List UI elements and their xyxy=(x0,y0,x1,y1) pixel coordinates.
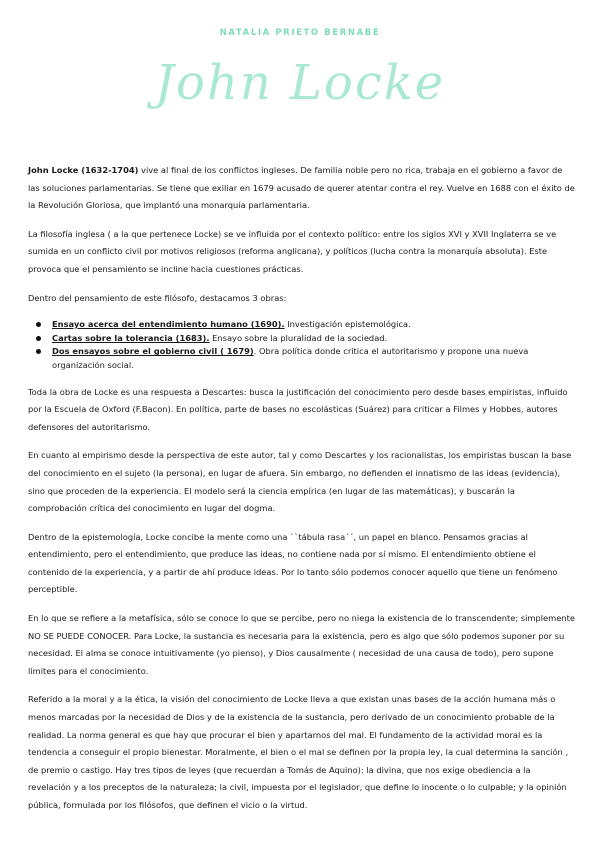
work-title: Ensayo acerca del entendimiento humano (1690). xyxy=(52,319,285,330)
page-title: John Locke xyxy=(154,55,446,111)
intro-text: vive al final de los conflictos ingleses. De familia noble pero no rica, trabaja en el gobierno a favor de las soluciones parlamentarias. Se tiene que exiliar en 1679 acusado de querer atentar contra el rey. Vuelve en 1688 con el éxito de la Revolución Gloriosa, que implantó una monarquía parlamentaria. xyxy=(28,165,575,211)
work-title: Dos ensayos sobre el gobierno civil ( 1679) xyxy=(52,346,254,357)
intro-name: John Locke (1632-1704) xyxy=(28,165,139,175)
work-title: Cartas sobre la tolerancia (1683). xyxy=(52,332,210,343)
work-desc: . Obra política donde critica el autoritarismo y propone una nueva organización social. xyxy=(52,346,529,370)
intro-paragraph xyxy=(28,162,576,215)
list-item xyxy=(28,332,576,346)
list-item xyxy=(28,345,576,372)
epistemology-paragraph: Dentro de la epistemología, Locke concibe la mente como una ``tábula rasa´´, un papel en blanco. Pensamos gracias al entendimiento, pero el entendimiento, que produce las ideas, no contiene nada por sí mismo. El entendimiento obtiene el contenido de la experiencia, y a partir de ahí produce ideas. Por lo tanto sólo podemos conocer aquello que tiene un fenómeno perceptible. xyxy=(28,531,558,595)
works-list xyxy=(28,318,576,372)
work-desc: Investigación epistemológica. xyxy=(284,319,411,330)
descartes-paragraph: Toda la obra de Locke es una respuesta a Descartes: busca la justificación del conocimiento pero desde bases empiristas, influido por la Escuela de Oxford (F.Bacon). En política, parte de bases no escolásticas (Suárez) para criticar a Filmes y Hobbes, autores defensores del autoritarismo. xyxy=(28,386,568,432)
author-name: NATALIA PRIETO BERNABÉ xyxy=(219,28,381,38)
list-item xyxy=(28,318,576,332)
document-body xyxy=(28,162,576,826)
work-desc: Ensayo sobre la pluralidad de la sociedad. xyxy=(209,332,388,343)
metaphysics-paragraph: En lo que se refiere a la metafísica, sólo se conoce lo que se percibe, pero no niega la existencia de lo transcendente; simplemente NO SE PUEDE CONOCER. Para Locke, la sustancia es necesaria para la existencia, pero es algo que sólo podemos suponer por su necesidad. El alma se conoce intuitivamente (yo pienso), y Dios causalmente ( necesidad de una causa de todo), pero supone límites para el conocimiento. xyxy=(28,613,575,676)
empiricism-paragraph: En cuanto al empirismo desde la perspectiva de este autor, tal y como Descartes y los racionalistas, los empiristas buscan la base del conocimiento en el sujeto (la persona), en lugar de afuera. Sin embargo, no defienden el innatismo de las ideas (evidencia), sino que proceden de la experiencia. El modelo será la ciencia empírica (en lugar de las matemáticas), y buscarán la comprobación crítica del conocimiento en lugar del dogma. xyxy=(28,450,572,514)
philosophy-paragraph: La filosofía inglesa ( a la que pertenece Locke) se ve influida por el contexto político: entre los siglos XVI y XVII Inglaterra se ve sumida en un conflicto civil por motivos religiosos (reforma anglicana), y políticos (lucha contra la monarquía absoluta). Este provoca que el pensamiento se incline hacia cuestiones prácticas. xyxy=(28,228,557,274)
works-intro-paragraph: Dentro del pensamiento de este filósofo, destacamos 3 obras: xyxy=(28,292,287,303)
ethics-paragraph: Referido a la moral y a la ética, la visión del conocimiento de Locke lleva a que existan unas bases de la acción humana más o menos marcadas por la necesidad de Dios y de la existencia de la sustancia, pero derivado de un conocimiento probable de la realidad. La norma general es que hay que procurar el bien y apartarnos del mal. El fundamento de la actividad moral es la tendencia a conseguir el propio bienestar. Moralmente, el bien o el mal se definen por la propia ley, la cual determina la sanción , de premio o castigo. Hay tres tipos de leyes (que recuerdan a Tomás de Aquino): la divina, que nos exige obediencia a la revelación y a los preceptos de la naturaleza; la civil, impuesta por el legislador, que define lo inocente o lo culpable; y la opinión pública, formulada por los filósofos, que definen el vicio o la virtud. xyxy=(28,694,569,810)
